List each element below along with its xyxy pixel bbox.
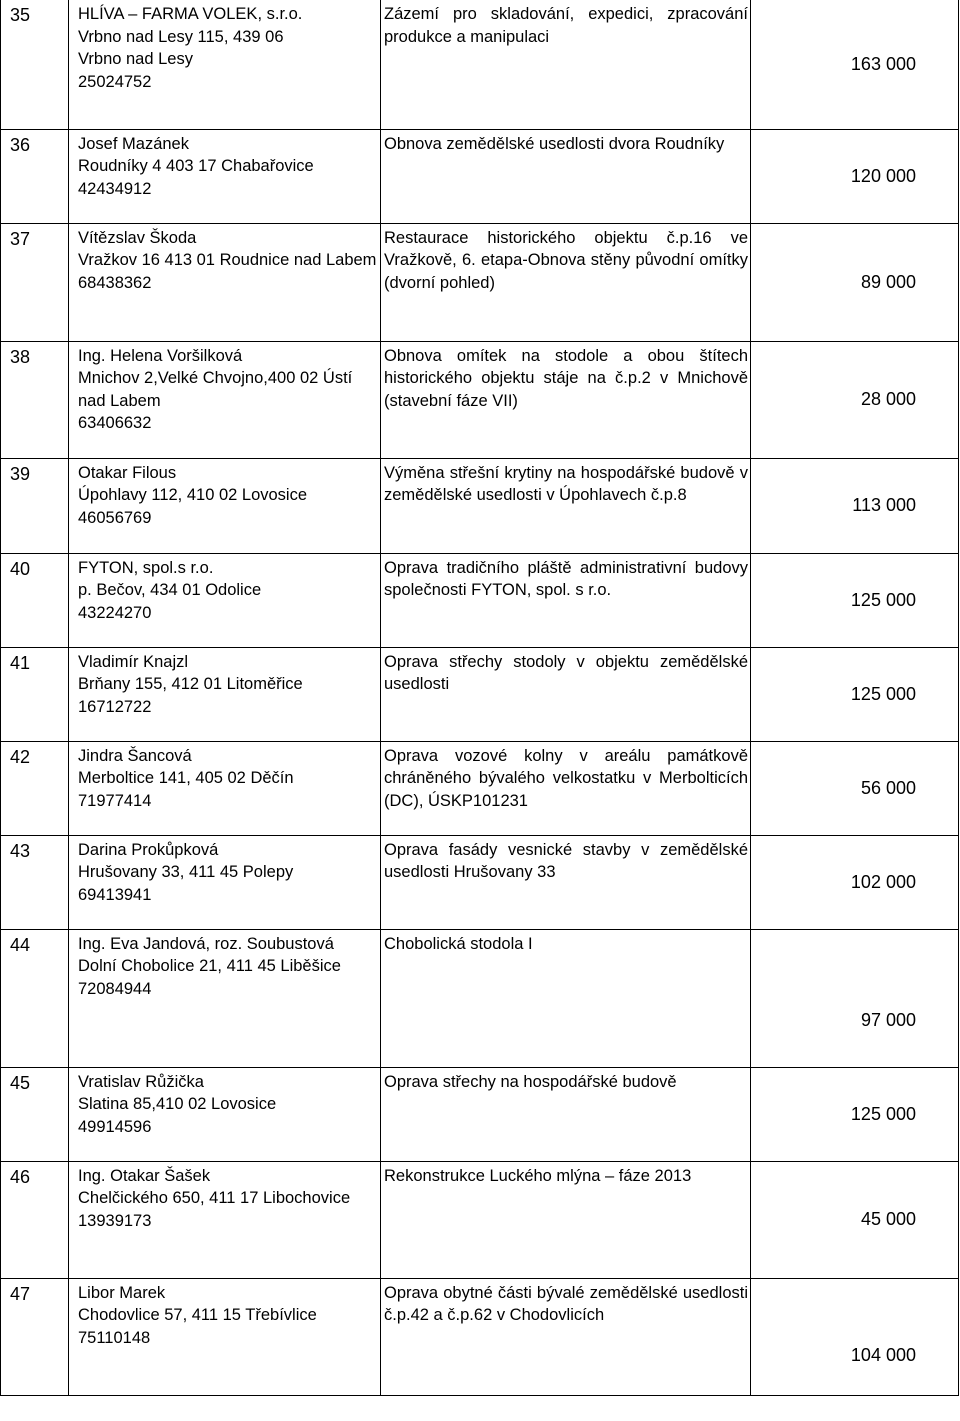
amount-cell — [751, 1278, 959, 1395]
applicant-id: 75110148 — [78, 1328, 151, 1347]
row-number-cell — [1, 1067, 69, 1161]
applicant-cell — [69, 458, 381, 553]
row-number: 44 — [10, 934, 31, 955]
row-number-cell — [1, 0, 69, 129]
grant-amount: 97 000 — [860, 1010, 916, 1030]
project-cell — [381, 647, 751, 741]
applicant-cell — [69, 835, 381, 929]
row-number: 47 — [10, 1283, 31, 1304]
table-row — [1, 1278, 959, 1395]
amount-cell — [751, 458, 959, 553]
row-number-cell — [1, 835, 69, 929]
applicant-name: Vítězslav Škoda — [78, 228, 197, 247]
row-number: 43 — [10, 840, 31, 861]
applicant-name: Vladimír Knajzl — [78, 652, 189, 671]
grant-amount: 125 000 — [850, 589, 916, 610]
project-description: Oprava fasády vesnické stavby v zemědělské usedlosti Hrušovany 33 — [384, 840, 748, 881]
project-description: Obnova omítek na stodole a obou štítech historického objektu stáje na č.p.2 v Mnichově (stavební fáze VII) — [384, 346, 748, 410]
row-number-cell — [1, 129, 69, 223]
row-number: 40 — [10, 558, 31, 579]
row-number-cell — [1, 1161, 69, 1278]
applicant-id: 49914596 — [78, 1117, 152, 1136]
amount-cell — [751, 223, 959, 341]
row-number-cell — [1, 553, 69, 647]
applicant-id: 42434912 — [78, 179, 152, 198]
applicant-address: Brňany 155, 412 01 Litoměřice — [78, 675, 303, 693]
applicant-name: Ing. Helena Voršilková — [78, 346, 243, 365]
row-number: 37 — [10, 228, 31, 249]
applicant-cell — [69, 0, 381, 129]
applicant-cell — [69, 1161, 381, 1278]
applicant-address: Roudníky 4 403 17 Chabařovice — [78, 157, 314, 175]
project-cell — [381, 129, 751, 223]
project-cell — [381, 0, 751, 129]
applicant-cell — [69, 1278, 381, 1395]
table-row — [1, 741, 959, 835]
applicant-name: Otakar Filous — [78, 463, 177, 482]
project-description: Oprava střechy na hospodářské budově — [384, 1072, 677, 1091]
row-number: 36 — [10, 134, 31, 155]
applicant-address: Chodovlice 57, 411 15 Třebívlice — [78, 1306, 317, 1324]
applicant-address: Vrbno nad Lesy — [78, 50, 193, 68]
project-cell — [381, 458, 751, 553]
applicant-id: 63406632 — [78, 414, 152, 432]
applicant-name: Jindra Šancová — [78, 746, 192, 765]
applicant-address: Hrušovany 33, 411 45 Polepy — [78, 863, 294, 881]
table-row — [1, 647, 959, 741]
row-number: 38 — [10, 346, 31, 367]
grant-amount: 102 000 — [850, 871, 916, 892]
applicant-name: FYTON, spol.s r.o. — [78, 558, 214, 577]
grant-amount: 113 000 — [852, 495, 916, 516]
amount-cell — [751, 129, 959, 223]
table-row — [1, 1161, 959, 1278]
project-description: Oprava vozové kolny v areálu památkově chráněného bývalého velkostatku v Merbolticích (DC), ÚSKP101231 — [384, 746, 748, 810]
project-description: Chobolická stodola I — [384, 934, 533, 953]
table-row — [1, 458, 959, 553]
applicant-address: Chelčického 650, 411 17 Libochovice — [78, 1189, 351, 1207]
applicant-cell — [69, 929, 381, 1067]
row-number: 41 — [10, 652, 31, 673]
amount-cell — [751, 341, 959, 458]
table-row — [1, 835, 959, 929]
applicant-address: Úpohlavy 112, 410 02 Lovosice — [78, 486, 308, 504]
applicant-cell — [69, 553, 381, 647]
applicant-address: Slatina 85,410 02 Lovosice — [78, 1095, 277, 1113]
applicant-name: Josef Mazánek — [78, 134, 189, 153]
applicant-address: Dolní Chobolice 21, 411 45 Liběšice — [78, 957, 341, 975]
row-number: 46 — [10, 1166, 31, 1187]
project-description: Rekonstrukce Luckého mlýna – fáze 2013 — [384, 1166, 692, 1185]
applicant-id: 71977414 — [78, 791, 152, 810]
grant-amount: 125 000 — [850, 683, 916, 704]
amount-cell — [751, 1161, 959, 1278]
applicant-id: 69413941 — [78, 885, 152, 904]
grant-amount: 28 000 — [860, 389, 916, 410]
table-row — [1, 223, 959, 341]
project-description: Výměna střešní krytiny na hospodářské budově v zemědělské usedlosti v Úpohlavech č.p.8 — [384, 463, 748, 504]
grants-table-body — [1, 0, 959, 1395]
applicant-address: p. Bečov, 434 01 Odolice — [78, 581, 262, 599]
project-cell — [381, 1278, 751, 1395]
applicant-id: 68438362 — [78, 273, 152, 292]
amount-cell — [751, 0, 959, 129]
table-row — [1, 0, 959, 129]
project-description: Oprava obytné části bývalé zemědělské usedlosti č.p.42 a č.p.62 v Chodovlicích — [384, 1283, 748, 1324]
row-number-cell — [1, 458, 69, 553]
project-cell — [381, 1067, 751, 1161]
row-number: 45 — [10, 1072, 31, 1093]
applicant-id: 46056769 — [78, 508, 152, 527]
applicant-cell — [69, 1067, 381, 1161]
applicant-id: 43224270 — [78, 603, 152, 622]
applicant-address: Vražkov 16 413 01 Roudnice nad Labem — [78, 251, 377, 269]
applicant-cell — [69, 223, 381, 341]
amount-cell — [751, 1067, 959, 1161]
grant-amount: 120 000 — [850, 165, 916, 186]
applicant-name: Darina Prokůpková — [78, 840, 219, 859]
row-number-cell — [1, 929, 69, 1067]
amount-cell — [751, 929, 959, 1067]
row-number-cell — [1, 647, 69, 741]
project-cell — [381, 223, 751, 341]
row-number: 42 — [10, 746, 31, 767]
row-number: 39 — [10, 463, 31, 484]
table-row — [1, 341, 959, 458]
table-row — [1, 1067, 959, 1161]
applicant-cell — [69, 647, 381, 741]
amount-cell — [751, 553, 959, 647]
applicant-cell — [69, 129, 381, 223]
project-cell — [381, 341, 751, 458]
applicant-id: 25024752 — [78, 72, 152, 91]
applicant-id: 72084944 — [78, 979, 152, 998]
project-cell — [381, 741, 751, 835]
row-number-cell — [1, 741, 69, 835]
applicant-name: HLÍVA – FARMA VOLEK, s.r.o. — [78, 5, 303, 23]
amount-cell — [751, 835, 959, 929]
row-number-cell — [1, 1278, 69, 1395]
applicant-name: Ing. Eva Jandová, roz. Soubustová — [78, 934, 334, 953]
project-description: Obnova zemědělské usedlosti dvora Roudníky — [384, 134, 725, 153]
table-row — [1, 553, 959, 647]
applicant-cell — [69, 341, 381, 458]
project-description: Zázemí pro skladování, expedici, zpracování produkce a manipulaci — [384, 5, 748, 46]
grant-amount: 56 000 — [860, 777, 916, 798]
grant-amount: 125 000 — [850, 1103, 916, 1124]
row-number-cell — [1, 223, 69, 341]
project-cell — [381, 553, 751, 647]
project-description: Restaurace historického objektu č.p.16 ve Vražkově, 6. etapa-Obnova stěny původní omítky (dvorní pohled) — [384, 228, 748, 292]
applicant-address: Merboltice 141, 405 02 Děčín — [78, 769, 294, 787]
project-description: Oprava tradičního pláště administrativní budovy společnosti FYTON, spol. s r.o. — [384, 558, 748, 599]
row-number: 35 — [10, 5, 31, 25]
project-cell — [381, 929, 751, 1067]
project-cell — [381, 835, 751, 929]
applicant-id: 13939173 — [78, 1211, 152, 1230]
row-number-cell — [1, 341, 69, 458]
grant-amount: 163 000 — [850, 54, 916, 74]
grant-amount: 89 000 — [860, 271, 916, 292]
table-row — [1, 129, 959, 223]
applicant-name: Ing. Otakar Šašek — [78, 1166, 211, 1185]
applicant-address: Mnichov 2,Velké Chvojno,400 02 Ústí nad Labem — [78, 369, 353, 410]
amount-cell — [751, 741, 959, 835]
amount-cell — [751, 647, 959, 741]
applicant-id: 16712722 — [78, 697, 152, 716]
applicant-name: Vratislav Růžička — [78, 1072, 204, 1091]
project-cell — [381, 1161, 751, 1278]
grant-amount: 45 000 — [860, 1209, 916, 1230]
applicant-cell — [69, 741, 381, 835]
table-row — [1, 929, 959, 1067]
applicant-name: Libor Marek — [78, 1283, 166, 1302]
project-description: Oprava střechy stodoly v objektu zemědělské usedlosti — [384, 652, 748, 693]
applicant-address: Vrbno nad Lesy 115, 439 06 — [78, 27, 284, 46]
grant-amount: 104 000 — [850, 1345, 916, 1365]
